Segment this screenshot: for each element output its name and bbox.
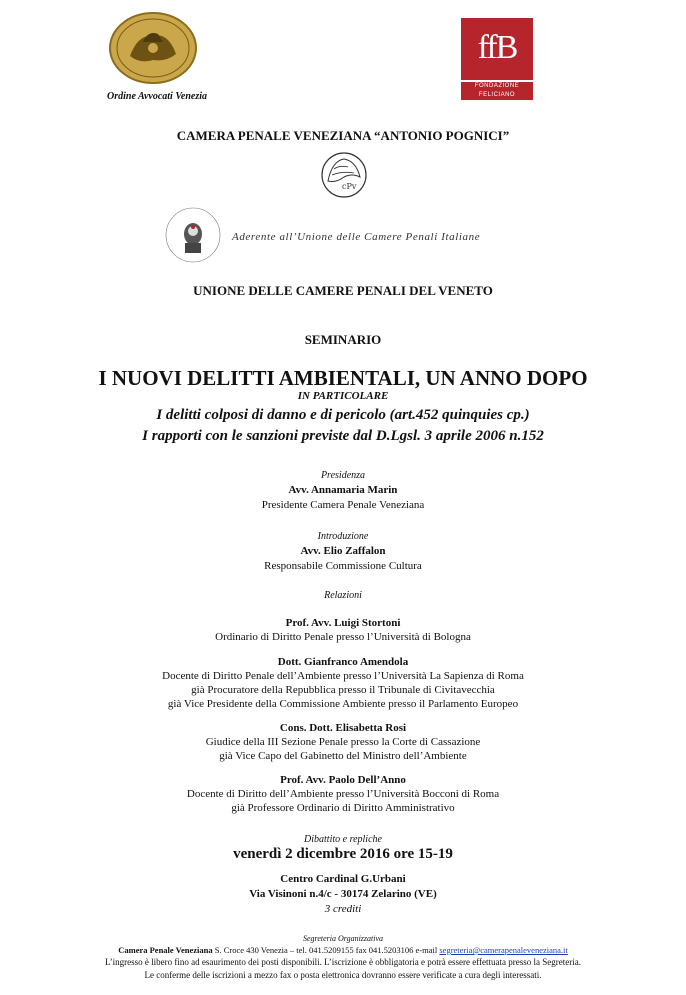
lion-seal-icon	[108, 12, 198, 84]
speaker-line: Docente di Diritto dell’Ambiente presso l’Università Bocconi di Roma	[186, 788, 500, 800]
speaker-line: Ordinario di Diritto Penale presso l’Università di Bologna	[215, 631, 471, 643]
event-datetime: venerdì 2 dicembre 2016 ore 15-19	[233, 846, 453, 862]
speaker-name: Dott. Gianfranco Amendola	[277, 656, 409, 668]
footer-note-1: L’ingresso è libero fino ad esaurimento dei posti disponibili. L’iscrizione è obbligatoria e potrà essere effettuata presso la Segreteria.	[104, 957, 582, 967]
speaker-line: già Procuratore della Repubblica presso il Tribunale di Civitavecchia	[191, 684, 495, 696]
relazioni-label: Relazioni	[324, 590, 362, 601]
speaker-line: Docente di Diritto Penale dell’Ambiente presso l’Università La Sapienza di Roma	[162, 670, 524, 682]
contact-line	[0, 945, 686, 955]
introduzione-role: Responsabile Commissione Cultura	[264, 560, 422, 572]
organizer-title: CAMERA PENALE VENEZIANA “ANTONIO POGNICI”	[176, 128, 510, 143]
email-link[interactable]: segreteria@camerapenaleveneziana.it	[439, 945, 568, 955]
speaker-name: Cons. Dott. Elisabetta Rosi	[279, 722, 407, 734]
speaker-line: già Professore Ordinario di Diritto Amministrativo	[231, 802, 455, 814]
seal-caption: Ordine Avvocati Venezia	[107, 91, 207, 102]
contact-org: Camera Penale Veneziana	[118, 945, 213, 955]
event-subtitle-2: I rapporti con le sanzioni previste dal D.Lgsl. 3 aprile 2006 n.152	[142, 428, 544, 444]
segreteria-label: Segreteria Organizzativa	[302, 934, 384, 943]
union-title: UNIONE DELLE CAMERE PENALI DEL VENETO	[193, 283, 493, 298]
credits: 3 crediti	[324, 903, 362, 915]
ffb-logo-text: ffB	[461, 18, 533, 80]
in-particolare: IN PARTICOLARE	[297, 390, 389, 402]
contact-text: S. Croce 430 Venezia – tel. 041.5209155 fax 041.5203106 e-mail	[212, 945, 440, 955]
venue-name: Centro Cardinal G.Urbani	[280, 873, 406, 885]
speaker-name: Prof. Avv. Paolo Dell’Anno	[280, 774, 406, 786]
adherent-text: Aderente all’Unione delle Camere Penali Italiane	[232, 231, 481, 243]
ffb-logo-subtitle: FONDAZIONE FELICIANO BENVENUTI	[461, 82, 533, 100]
presidenza-role: Presidente Camera Penale Veneziana	[261, 499, 425, 511]
introduzione-label: Introduzione	[317, 531, 369, 542]
speaker-line: già Vice Presidente della Commissione Ambiente presso il Parlamento Europeo	[167, 698, 519, 710]
dibattito-label: Dibattito e repliche	[304, 834, 382, 845]
footer-note-2: Le conferme delle iscrizioni a mezzo fax o posta elettronica dovranno essere verificate a cura degli interessati.	[144, 970, 542, 980]
venue-address: Via Visinoni n.4/c - 30174 Zelarino (VE)	[249, 888, 437, 900]
event-type: SEMINARIO	[304, 332, 382, 347]
event-subtitle-1: I delitti colposi di danno e di pericolo (art.452 quinquies cp.)	[156, 407, 530, 423]
event-title: I NUOVI DELITTI AMBIENTALI, UN ANNO DOPO	[98, 366, 588, 390]
introduzione-name: Avv. Elio Zaffalon	[300, 545, 386, 557]
speaker-name: Prof. Avv. Luigi Stortoni	[285, 617, 401, 629]
speaker-line: Giudice della III Sezione Penale presso la Corte di Cassazione	[205, 736, 481, 748]
cpv-emblem-icon	[318, 151, 370, 199]
speaker-line: già Vice Capo del Gabinetto del Ministro dell’Ambiente	[219, 750, 467, 762]
svg-text:cPv: cPv	[342, 182, 357, 191]
presidenza-label: Presidenza	[320, 470, 366, 481]
presidenza-name: Avv. Annamaria Marin	[288, 484, 398, 496]
ffb-logo-icon	[461, 18, 533, 107]
ucpi-portrait-icon	[163, 205, 223, 265]
